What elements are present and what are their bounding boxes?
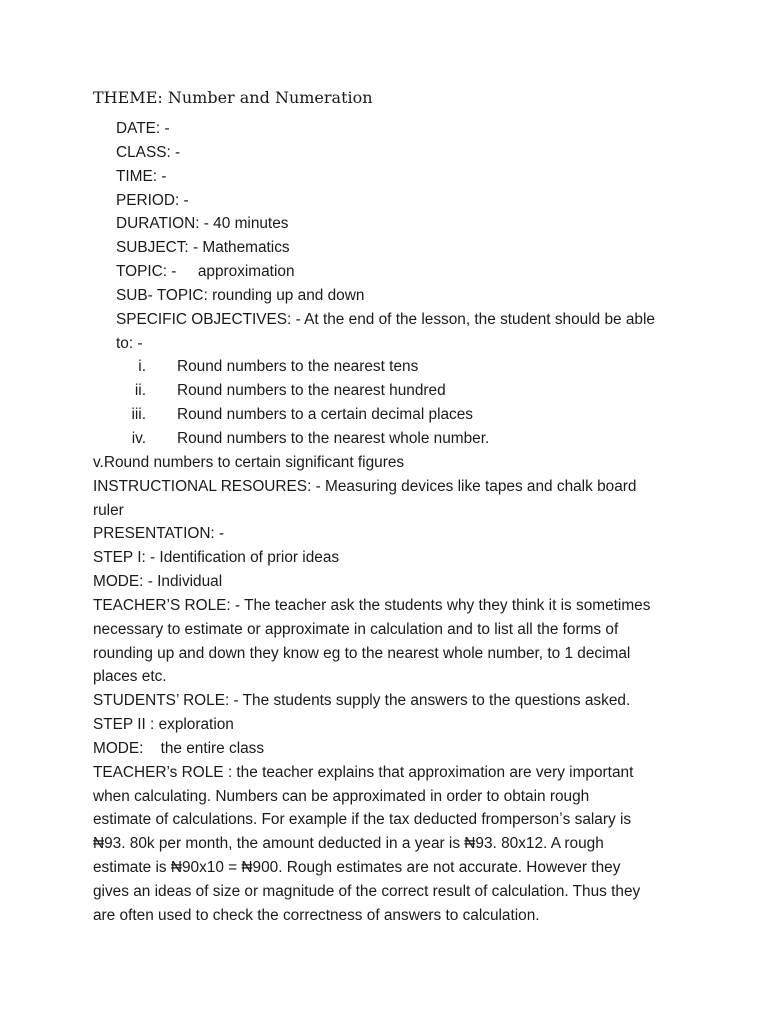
objective-number: iv. — [131, 429, 146, 447]
header-field-subject: SUBJECT: - Mathematics — [116, 239, 290, 257]
objective-text: Round numbers to the nearest hundred — [177, 382, 446, 400]
mode-two-value: the entire class — [160, 739, 265, 757]
theme-title: THEME: Number and Numeration — [93, 88, 373, 107]
step-one: STEP I: - Identification of prior ideas — [93, 549, 340, 567]
teacher-role-two-line: gives an ideas of size or magnitude of the correct result of calculation. Thus they — [93, 883, 641, 900]
students-role: STUDENTS’ ROLE: - The students supply the answers to the questions asked. — [93, 692, 631, 710]
objective-number: i. — [138, 358, 146, 376]
header-field-duration: DURATION: - 40 minutes — [116, 215, 289, 233]
objective-v: v.Round numbers to certain significant figures — [93, 453, 405, 471]
mode-two-label: MODE: — [93, 739, 144, 757]
teacher-role-two-line: TEACHER’s ROLE : the teacher explains that approximation are very important — [93, 763, 634, 781]
teacher-role-two-line: ₦93. 80k per month, the amount deducted in a year is ₦93. 80x12. A rough — [93, 835, 604, 853]
presentation-heading: PRESENTATION: - — [93, 525, 225, 543]
mode-one: MODE: - Individual — [93, 573, 223, 591]
objective-text: Round numbers to the nearest tens — [177, 358, 419, 376]
sub-topic: SUB- TOPIC: rounding up and down — [116, 286, 365, 304]
objective-text: Round numbers to a certain decimal places — [177, 406, 473, 424]
teacher-role-one-line: TEACHER’S ROLE: - The teacher ask the students why they think it is sometimes — [93, 596, 651, 614]
teacher-role-two-line: estimate of calculations. For example if the tax deducted frompersonʼs salary is — [93, 811, 632, 829]
objective-number: iii. — [131, 406, 146, 424]
objectives-intro-line2: to: - — [116, 334, 143, 352]
teacher-role-one-line: places etc. — [93, 668, 167, 686]
teacher-role-one-line: necessary to estimate or approximate in calculation and to list all the forms of — [93, 620, 619, 638]
teacher-role-two-line: when calculating. Numbers can be approximated in order to obtain rough — [93, 787, 590, 805]
header-field-class: CLASS: - — [116, 143, 181, 161]
instructional-resources-line2: ruler — [93, 501, 124, 519]
topic-line — [93, 260, 683, 284]
teacher-role-one-line: rounding up and down they know eg to the nearest whole number, to 1 decimal — [93, 644, 631, 662]
objectives-intro-line1: SPECIFIC OBJECTIVES: - At the end of the lesson, the student should be able — [116, 310, 655, 328]
teacher-role-two-line: are often used to check the correctness of answers to calculation. — [93, 906, 540, 924]
header-field-date: DATE: - — [116, 120, 170, 137]
objective-item — [93, 403, 683, 427]
objective-item — [93, 355, 683, 379]
objective-text: Round numbers to the nearest whole number. — [177, 429, 490, 447]
topic-label: TOPIC: - — [116, 263, 177, 281]
teacher-role-two-line: estimate is ₦90x10 = ₦900. Rough estimates are not accurate. However they — [93, 859, 621, 877]
objective-item — [93, 427, 683, 451]
instructional-resources-line1: INSTRUCTIONAL RESOURES: - Measuring devices like tapes and chalk board — [93, 477, 637, 495]
objective-number: ii. — [134, 382, 146, 400]
objective-item — [93, 379, 683, 403]
step-two: STEP II : exploration — [93, 716, 234, 734]
header-field-time: TIME: - — [116, 167, 167, 185]
topic-value: approximation — [197, 263, 295, 281]
lesson-plan-body — [93, 117, 683, 928]
header-field-period: PERIOD: - — [116, 191, 189, 209]
mode-two-line — [93, 737, 683, 761]
